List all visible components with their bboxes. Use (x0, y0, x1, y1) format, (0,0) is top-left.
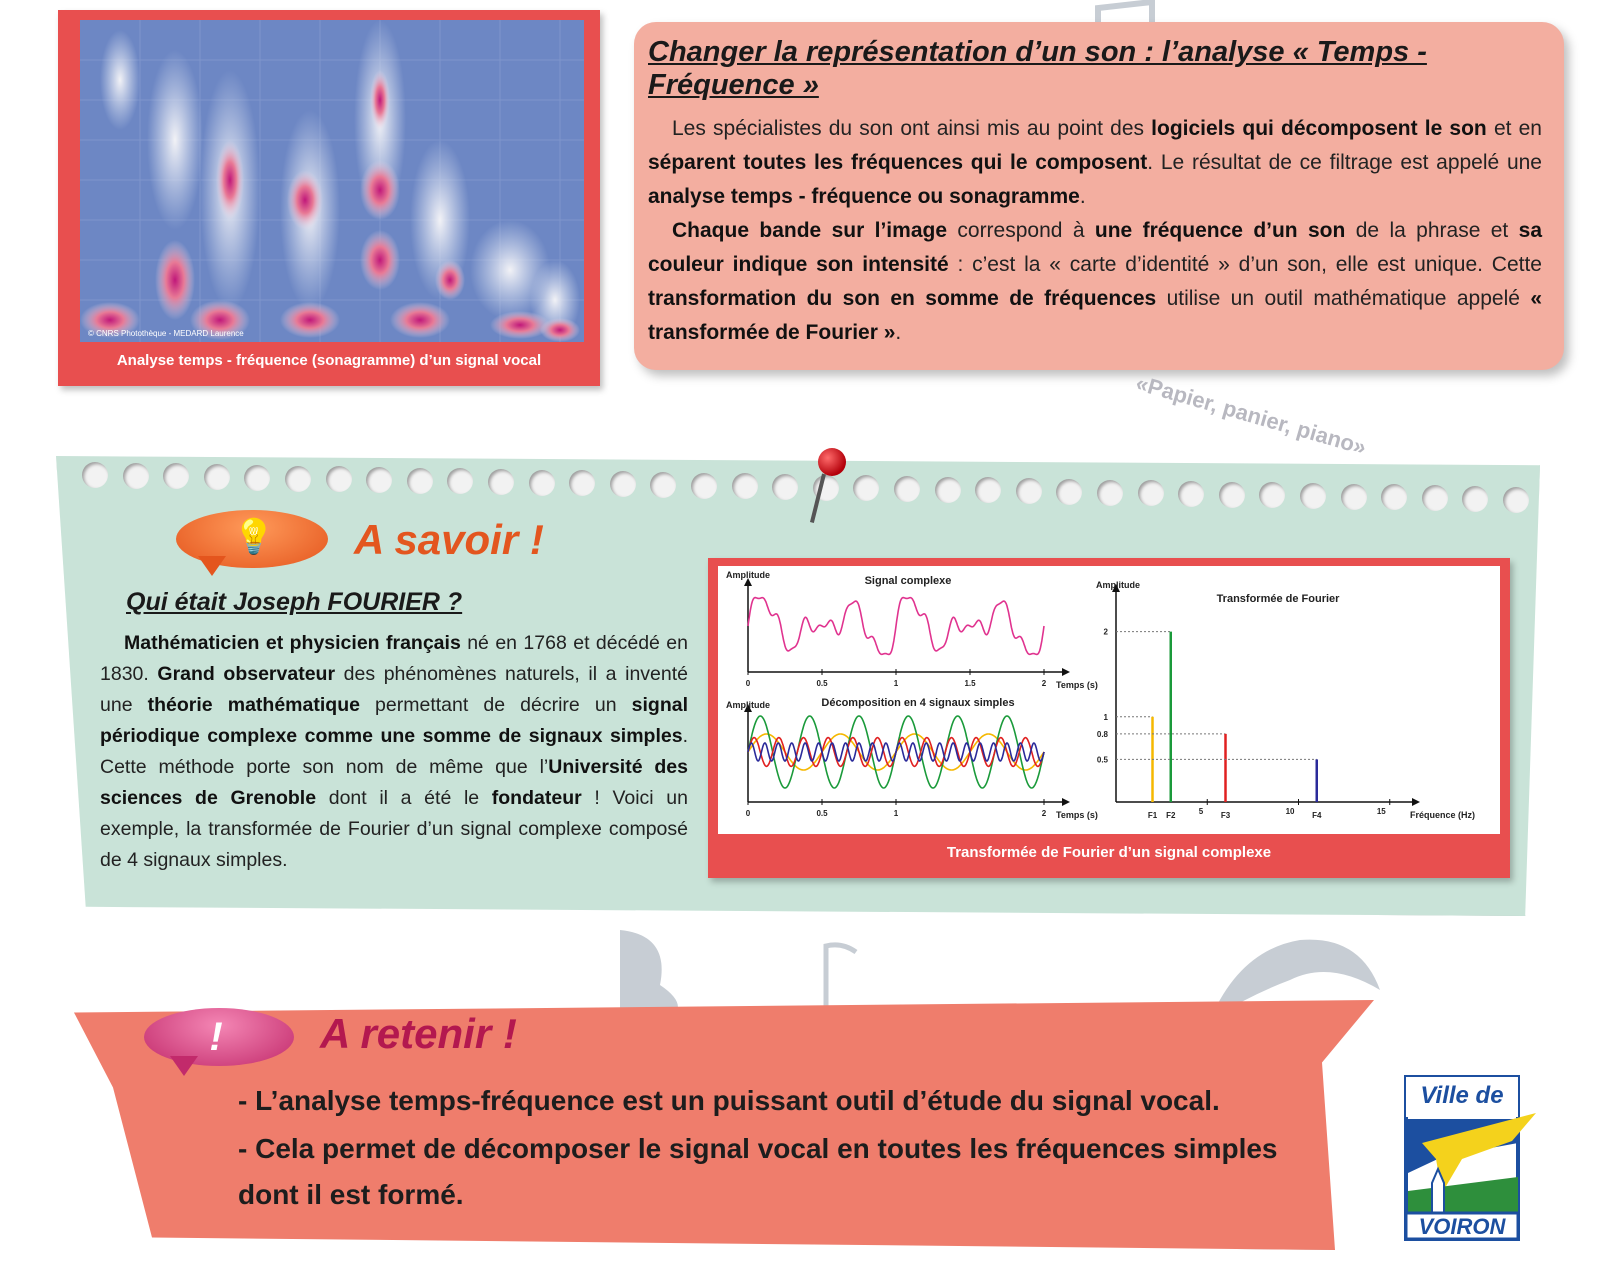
text-run: utilise un outil mathématique appelé (1156, 287, 1531, 310)
x-tick-label: 1 (893, 809, 899, 818)
notebook-hole (1300, 483, 1326, 509)
chart-title: Décomposition en 4 signaux simples (821, 697, 1015, 709)
notebook-hole (1056, 479, 1082, 505)
papier-panier-piano-text: «Papier, panier, piano» (1133, 370, 1370, 460)
representation-box (634, 22, 1564, 370)
x-tick-label: 0 (745, 809, 751, 818)
retenir-point-2: - Cela permet de décomposer le signal vocal en toutes les fréquences simples dont il est formé. (238, 1133, 1278, 1210)
section-title: Changer la représentation d’un son : l’analyse « Temps - Fréquence » (648, 36, 1427, 101)
x-tick-label: 0.5 (816, 679, 828, 688)
notebook-hole (1178, 481, 1204, 507)
text-run: de la phrase et (1345, 219, 1519, 242)
notebook-hole (935, 477, 961, 503)
notebook-hole (1422, 485, 1448, 511)
notebook-hole (285, 466, 311, 492)
notebook-hole (529, 470, 555, 496)
x-tick-label: 1.5 (964, 679, 976, 688)
x-tick-label: 15 (1376, 807, 1386, 816)
x-axis-label: Temps (s) (1056, 680, 1098, 690)
bold-text: logiciels qui décomposent le son (1151, 117, 1487, 140)
fourier-paragraph (100, 628, 688, 876)
frequency-label: F3 (1220, 811, 1231, 820)
fourier-heading: Qui était Joseph FOURIER ? (126, 588, 463, 616)
sonagram-caption: Analyse temps - fréquence (sonagramme) d’un signal vocal (116, 352, 542, 369)
text-run: correspond à (947, 219, 1095, 242)
bold-text: « transformée de Fourier » (648, 287, 1543, 344)
x-tick-label: 2 (1041, 679, 1047, 688)
text-run: des phénomènes naturels, il a inventé une (100, 663, 688, 716)
signal-complexe-line (748, 598, 1044, 655)
speech-bubble-tail (170, 1056, 198, 1076)
chart-title: Transformée de Fourier (1216, 593, 1340, 605)
x-tick-label: 0.5 (816, 809, 828, 818)
notebook-hole (488, 469, 514, 495)
text-run: et en (1486, 117, 1542, 140)
bold-text: fondateur (491, 787, 582, 809)
y-tick-label: 2 (1103, 627, 1108, 637)
text-run: Les spécialistes du son ont ainsi mis au point des (672, 117, 1152, 140)
x-axis-label: Temps (s) (1056, 810, 1098, 820)
x-axis-label: Fréquence (Hz) (1410, 810, 1476, 820)
text-run: . (895, 321, 902, 344)
notebook-hole (204, 464, 230, 490)
pushpin-icon (818, 448, 846, 476)
bold-text: signal périodique complexe comme une somme de signaux simples (100, 694, 688, 747)
retenir-title: A retenir ! (320, 1010, 517, 1057)
y-tick-label: 0.8 (1096, 729, 1108, 739)
fourier-figure (708, 558, 1510, 878)
frequency-label: F4 (1312, 811, 1322, 820)
notebook-hole (1138, 480, 1164, 506)
notebook-hole (82, 462, 108, 488)
x-tick-label: 10 (1285, 807, 1295, 816)
chart-title: Signal complexe (864, 575, 952, 587)
bold-text: Mathématicien et physicien français (124, 632, 461, 654)
x-tick-label: 2 (1041, 809, 1047, 818)
x-tick-label: 0 (745, 679, 751, 688)
retenir-point-1: - L’analyse temps-fréquence est un puissant outil d’étude du signal vocal. (238, 1085, 1220, 1116)
x-axis-arrow (1062, 668, 1070, 676)
text-run: dont il a été le (316, 787, 492, 809)
y-axis-label: Amplitude (726, 570, 770, 580)
image-credit: © CNRS Photothèque - MEDARD Laurence (88, 329, 244, 338)
notebook-hole (407, 468, 433, 494)
x-axis-arrow (1412, 798, 1420, 806)
x-tick-label: 1 (893, 679, 899, 688)
logo-text-bottom: VOIRON (1418, 1214, 1506, 1239)
savoir-title: A savoir ! (354, 516, 544, 563)
text-run: ! Voici un exemple, la transformée de Fourier d’un signal complexe composé de 4 signaux simples. (100, 787, 688, 871)
text-run: permettant de décrire un (359, 694, 632, 716)
bold-text: séparent toutes les fréquences qui le composent (648, 151, 1148, 174)
notebook-hole (894, 476, 920, 502)
text-run: . (1079, 185, 1086, 208)
frequency-label: F1 (1147, 811, 1158, 820)
y-axis-label: Amplitude (1096, 580, 1140, 590)
y-tick-label: 1 (1103, 712, 1108, 722)
bold-text: analyse temps - fréquence ou sonagramme (648, 185, 1080, 208)
bold-text: transformation du son en somme de fréquences (648, 287, 1157, 310)
frequency-label: F2 (1166, 811, 1176, 820)
notebook-hole (1462, 486, 1488, 512)
text-run: . Cette méthode porte son nom de même que l’ (100, 725, 688, 778)
bold-text: Grand observateur (157, 663, 336, 685)
notebook-hole (650, 472, 676, 498)
bold-text: théorie mathématique (147, 694, 360, 716)
notebook-hole (1219, 482, 1245, 508)
representation-paragraph-2 (648, 214, 1542, 350)
notebook-hole (326, 466, 352, 492)
fourier-charts (718, 566, 1500, 834)
fourier-plot (718, 566, 1500, 834)
notebook-hole (732, 473, 758, 499)
sonagram-image (80, 20, 584, 342)
notebook-hole (1016, 478, 1042, 504)
x-tick-label: 5 (1198, 807, 1204, 816)
simple-signal-line-4 (748, 743, 1044, 761)
sonagram-figure (58, 10, 600, 386)
exclamation-icon: ! (209, 1015, 223, 1059)
lightbulb-icon: 💡 (232, 518, 276, 556)
figure-caption: Transformée de Fourier d’un signal complexe (946, 844, 1272, 861)
notebook-hole (123, 463, 149, 489)
bold-text: sa couleur indique son intensité (648, 219, 1542, 276)
text-run: . Le résultat de ce filtrage est appelé une (1147, 151, 1542, 174)
notebook-hole (691, 473, 717, 499)
x-axis-arrow (1062, 798, 1070, 806)
representation-paragraph-1 (648, 112, 1542, 214)
notebook-hole (1341, 484, 1367, 510)
y-axis-label: Amplitude (726, 700, 770, 710)
notebook-hole (772, 474, 798, 500)
text-run: né en 1768 et décédé en 1830. (100, 632, 688, 685)
notebook-hole (1503, 487, 1529, 513)
notebook-hole (366, 467, 392, 493)
bold-text: Université des sciences de Grenoble (100, 756, 688, 809)
y-tick-label: 0.5 (1096, 755, 1108, 765)
speech-bubble-tail (198, 556, 226, 576)
ville-de-voiron-logo (1402, 1073, 1536, 1243)
notebook-hole (610, 471, 636, 497)
logo-text-top: Ville de (1420, 1082, 1504, 1109)
bold-text: Chaque bande sur l’image (672, 219, 948, 242)
notebook-hole (1097, 480, 1123, 506)
notebook-hole (244, 465, 270, 491)
text-run: : c’est la « carte d’identité » d’un son, elle est unique. Cette (948, 253, 1542, 276)
bold-text: une fréquence d’un son (1094, 219, 1346, 242)
